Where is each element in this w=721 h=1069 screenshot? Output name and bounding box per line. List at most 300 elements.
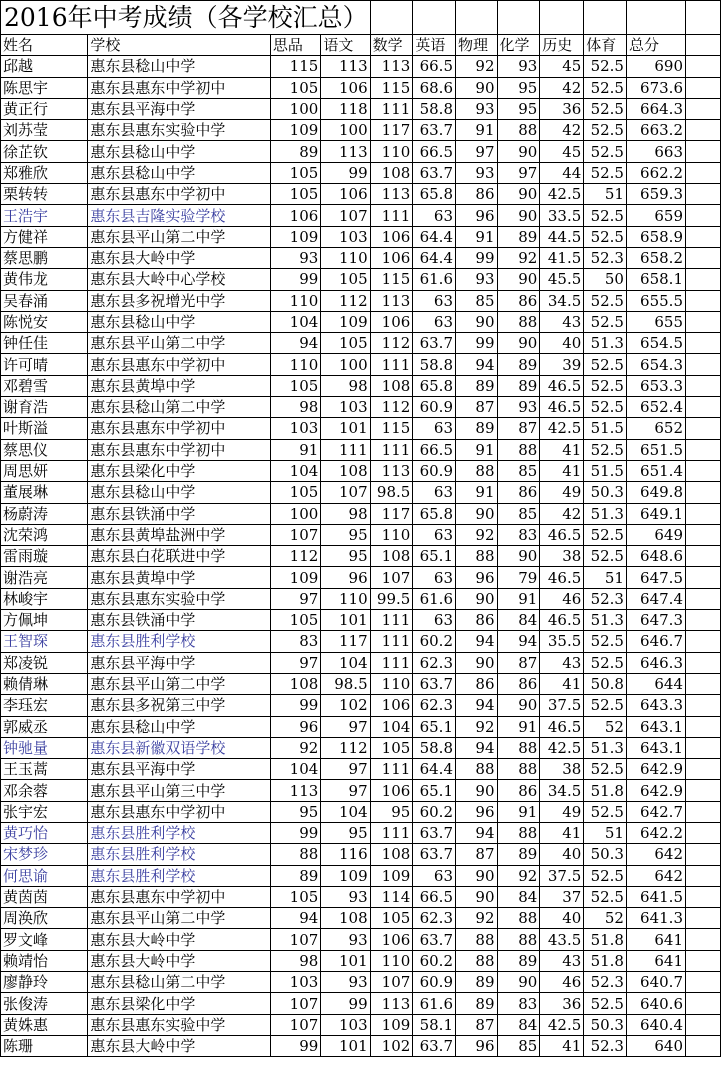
score-cell[interactable]: 115 <box>370 418 413 439</box>
student-name-cell[interactable]: 王浩宇 <box>1 205 88 226</box>
score-cell[interactable]: 95 <box>370 801 413 822</box>
score-cell[interactable]: 662.2 <box>626 162 685 183</box>
student-name-cell[interactable]: 郑雅欣 <box>1 162 88 183</box>
cell[interactable] <box>686 460 721 481</box>
score-cell[interactable]: 643.1 <box>626 737 685 758</box>
score-cell[interactable]: 51 <box>584 822 627 843</box>
cell[interactable] <box>686 162 721 183</box>
score-cell[interactable]: 87 <box>456 397 498 418</box>
score-cell[interactable]: 49 <box>540 801 584 822</box>
score-cell[interactable]: 89 <box>497 950 540 971</box>
school-cell[interactable]: 惠东县黄埠盐洲中学 <box>88 524 271 545</box>
score-cell[interactable]: 113 <box>370 993 413 1014</box>
score-cell[interactable]: 109 <box>370 1014 413 1035</box>
score-cell[interactable]: 51.3 <box>584 333 627 354</box>
school-cell[interactable]: 惠东县铁涌中学 <box>88 610 271 631</box>
score-cell[interactable]: 92 <box>456 716 498 737</box>
student-name-cell[interactable]: 黄正行 <box>1 98 88 119</box>
score-cell[interactable]: 651.4 <box>626 460 685 481</box>
header-school[interactable]: 学校 <box>88 35 271 56</box>
score-cell[interactable]: 100 <box>321 120 370 141</box>
score-cell[interactable]: 99.5 <box>370 588 413 609</box>
score-cell[interactable]: 643.3 <box>626 695 685 716</box>
score-cell[interactable]: 111 <box>370 822 413 843</box>
score-cell[interactable]: 94 <box>456 737 498 758</box>
student-name-cell[interactable]: 邓碧雪 <box>1 375 88 396</box>
score-cell[interactable]: 642.2 <box>626 822 685 843</box>
score-cell[interactable]: 108 <box>370 162 413 183</box>
score-cell[interactable]: 654.5 <box>626 333 685 354</box>
school-cell[interactable]: 惠东县大岭中学 <box>88 950 271 971</box>
score-cell[interactable]: 652.4 <box>626 397 685 418</box>
cell[interactable] <box>686 269 721 290</box>
school-cell[interactable]: 惠东县稔山中学 <box>88 482 271 503</box>
score-cell[interactable]: 103 <box>270 418 320 439</box>
student-name-cell[interactable]: 王玉蒿 <box>1 759 88 780</box>
score-cell[interactable]: 105 <box>321 333 370 354</box>
score-cell[interactable]: 88 <box>497 908 540 929</box>
score-cell[interactable]: 642 <box>626 844 685 865</box>
cell[interactable] <box>686 503 721 524</box>
score-cell[interactable]: 95 <box>321 822 370 843</box>
cell[interactable] <box>686 418 721 439</box>
score-cell[interactable]: 105 <box>270 375 320 396</box>
score-cell[interactable]: 50.3 <box>584 1014 627 1035</box>
score-cell[interactable]: 58.8 <box>413 737 456 758</box>
cell[interactable] <box>686 98 721 119</box>
score-cell[interactable]: 103 <box>321 226 370 247</box>
score-cell[interactable]: 79 <box>497 567 540 588</box>
score-cell[interactable]: 60.9 <box>413 460 456 481</box>
score-cell[interactable]: 99 <box>456 247 498 268</box>
score-cell[interactable]: 91 <box>456 439 498 460</box>
score-cell[interactable]: 649 <box>626 524 685 545</box>
school-cell[interactable]: 惠东县胜利学校 <box>88 822 271 843</box>
score-cell[interactable]: 110 <box>321 247 370 268</box>
cell[interactable] <box>686 737 721 758</box>
score-cell[interactable]: 93 <box>497 56 540 77</box>
student-name-cell[interactable]: 黄伟龙 <box>1 269 88 290</box>
score-cell[interactable]: 99 <box>321 162 370 183</box>
score-cell[interactable]: 111 <box>370 631 413 652</box>
score-cell[interactable]: 642 <box>626 865 685 886</box>
score-cell[interactable]: 99 <box>321 993 370 1014</box>
score-cell[interactable]: 110 <box>370 673 413 694</box>
score-cell[interactable]: 105 <box>370 737 413 758</box>
score-cell[interactable]: 52.5 <box>584 759 627 780</box>
score-cell[interactable]: 52.5 <box>584 397 627 418</box>
student-name-cell[interactable]: 徐芷钦 <box>1 141 88 162</box>
score-cell[interactable]: 88 <box>497 822 540 843</box>
score-cell[interactable]: 84 <box>497 886 540 907</box>
school-cell[interactable]: 惠东县多祝第三中学 <box>88 695 271 716</box>
score-cell[interactable]: 61.6 <box>413 588 456 609</box>
score-cell[interactable]: 92 <box>456 56 498 77</box>
cell[interactable] <box>686 822 721 843</box>
score-cell[interactable]: 107 <box>270 524 320 545</box>
score-cell[interactable]: 51.8 <box>584 950 627 971</box>
score-cell[interactable]: 103 <box>321 1014 370 1035</box>
score-cell[interactable]: 648.6 <box>626 546 685 567</box>
score-cell[interactable]: 89 <box>497 375 540 396</box>
score-cell[interactable]: 60.2 <box>413 631 456 652</box>
school-cell[interactable]: 惠东县稔山中学 <box>88 162 271 183</box>
school-cell[interactable]: 惠东县平海中学 <box>88 98 271 119</box>
score-cell[interactable]: 93 <box>321 972 370 993</box>
score-cell[interactable]: 52.5 <box>584 205 627 226</box>
score-cell[interactable]: 62.3 <box>413 908 456 929</box>
school-cell[interactable]: 惠东县黄埠中学 <box>88 567 271 588</box>
score-cell[interactable]: 91 <box>497 588 540 609</box>
school-cell[interactable]: 惠东县大岭中心学校 <box>88 269 271 290</box>
cell[interactable] <box>686 929 721 950</box>
score-cell[interactable]: 43 <box>540 652 584 673</box>
school-cell[interactable]: 惠东县新徽双语学校 <box>88 737 271 758</box>
cell[interactable] <box>686 950 721 971</box>
school-cell[interactable]: 惠东县平山第三中学 <box>88 780 271 801</box>
score-cell[interactable]: 46 <box>540 972 584 993</box>
score-cell[interactable]: 42 <box>540 503 584 524</box>
score-cell[interactable]: 640.4 <box>626 1014 685 1035</box>
score-cell[interactable]: 90 <box>497 184 540 205</box>
score-cell[interactable]: 112 <box>370 333 413 354</box>
score-cell[interactable]: 111 <box>370 98 413 119</box>
school-cell[interactable]: 惠东县平海中学 <box>88 759 271 780</box>
score-cell[interactable]: 111 <box>321 439 370 460</box>
student-name-cell[interactable]: 董展琳 <box>1 482 88 503</box>
school-cell[interactable]: 惠东县吉隆实验学校 <box>88 205 271 226</box>
score-cell[interactable]: 90 <box>456 780 498 801</box>
score-cell[interactable]: 91 <box>270 439 320 460</box>
score-cell[interactable]: 58.1 <box>413 1014 456 1035</box>
score-cell[interactable]: 46.5 <box>540 524 584 545</box>
score-cell[interactable]: 93 <box>497 397 540 418</box>
score-cell[interactable]: 655 <box>626 311 685 332</box>
cell[interactable] <box>686 141 721 162</box>
score-cell[interactable]: 106 <box>321 184 370 205</box>
score-cell[interactable]: 41 <box>540 673 584 694</box>
score-cell[interactable]: 97 <box>321 780 370 801</box>
score-cell[interactable]: 63 <box>413 610 456 631</box>
score-cell[interactable]: 89 <box>456 993 498 1014</box>
score-cell[interactable]: 60.2 <box>413 801 456 822</box>
student-name-cell[interactable]: 陈珊 <box>1 1035 88 1056</box>
score-cell[interactable]: 84 <box>497 610 540 631</box>
school-cell[interactable]: 惠东县稔山中学 <box>88 56 271 77</box>
score-cell[interactable]: 88 <box>270 844 320 865</box>
score-cell[interactable]: 66.5 <box>413 56 456 77</box>
score-cell[interactable]: 96 <box>456 801 498 822</box>
student-name-cell[interactable]: 周涣欣 <box>1 908 88 929</box>
score-cell[interactable]: 111 <box>370 652 413 673</box>
score-cell[interactable]: 97 <box>270 652 320 673</box>
school-cell[interactable]: 惠东县梁化中学 <box>88 993 271 1014</box>
score-cell[interactable]: 654.3 <box>626 354 685 375</box>
score-cell[interactable]: 89 <box>270 865 320 886</box>
score-cell[interactable]: 87 <box>497 652 540 673</box>
score-cell[interactable]: 63 <box>413 290 456 311</box>
score-cell[interactable]: 655.5 <box>626 290 685 311</box>
score-cell[interactable]: 98 <box>270 950 320 971</box>
cell[interactable] <box>686 1035 721 1056</box>
cell[interactable] <box>686 184 721 205</box>
score-cell[interactable]: 664.3 <box>626 98 685 119</box>
school-cell[interactable]: 惠东县稔山中学 <box>88 141 271 162</box>
header-total[interactable]: 总分 <box>626 35 685 56</box>
score-cell[interactable]: 104 <box>321 801 370 822</box>
student-name-cell[interactable]: 沈荣鸿 <box>1 524 88 545</box>
score-cell[interactable]: 37.5 <box>540 695 584 716</box>
score-cell[interactable]: 112 <box>370 397 413 418</box>
score-cell[interactable]: 117 <box>370 503 413 524</box>
cell[interactable] <box>686 311 721 332</box>
score-cell[interactable]: 52.3 <box>584 247 627 268</box>
score-cell[interactable]: 63 <box>413 567 456 588</box>
score-cell[interactable]: 107 <box>321 482 370 503</box>
score-cell[interactable]: 99 <box>270 269 320 290</box>
score-cell[interactable]: 89 <box>456 972 498 993</box>
score-cell[interactable]: 58.8 <box>413 98 456 119</box>
score-cell[interactable]: 52.5 <box>584 120 627 141</box>
score-cell[interactable]: 106 <box>370 311 413 332</box>
student-name-cell[interactable]: 何思谕 <box>1 865 88 886</box>
score-cell[interactable]: 118 <box>321 98 370 119</box>
score-cell[interactable]: 65.1 <box>413 780 456 801</box>
score-cell[interactable]: 88 <box>497 120 540 141</box>
score-cell[interactable]: 97 <box>270 588 320 609</box>
score-cell[interactable]: 52.5 <box>584 865 627 886</box>
score-cell[interactable]: 93 <box>456 269 498 290</box>
score-cell[interactable]: 35.5 <box>540 631 584 652</box>
score-cell[interactable]: 110 <box>370 524 413 545</box>
score-cell[interactable]: 106 <box>370 695 413 716</box>
student-name-cell[interactable]: 陈思宇 <box>1 77 88 98</box>
score-cell[interactable]: 104 <box>270 460 320 481</box>
score-cell[interactable]: 85 <box>497 460 540 481</box>
header-chemistry[interactable]: 化学 <box>497 35 540 56</box>
score-cell[interactable]: 46.5 <box>540 610 584 631</box>
cell[interactable] <box>626 1 685 35</box>
score-cell[interactable]: 86 <box>497 482 540 503</box>
student-name-cell[interactable]: 谢浩亮 <box>1 567 88 588</box>
cell[interactable] <box>686 247 721 268</box>
score-cell[interactable]: 63 <box>413 311 456 332</box>
cell[interactable] <box>686 482 721 503</box>
score-cell[interactable]: 90 <box>497 141 540 162</box>
score-cell[interactable]: 92 <box>456 908 498 929</box>
score-cell[interactable]: 86 <box>456 610 498 631</box>
score-cell[interactable]: 92 <box>497 247 540 268</box>
score-cell[interactable]: 87 <box>456 1014 498 1035</box>
score-cell[interactable]: 89 <box>497 844 540 865</box>
score-cell[interactable]: 107 <box>370 972 413 993</box>
score-cell[interactable]: 99 <box>270 822 320 843</box>
score-cell[interactable]: 42 <box>540 120 584 141</box>
score-cell[interactable]: 91 <box>497 716 540 737</box>
score-cell[interactable]: 37.5 <box>540 865 584 886</box>
score-cell[interactable]: 51 <box>584 567 627 588</box>
score-cell[interactable]: 652 <box>626 418 685 439</box>
score-cell[interactable]: 90 <box>497 333 540 354</box>
score-cell[interactable]: 51.8 <box>584 780 627 801</box>
score-cell[interactable]: 52.5 <box>584 226 627 247</box>
score-cell[interactable]: 101 <box>321 950 370 971</box>
student-name-cell[interactable]: 李珏宏 <box>1 695 88 716</box>
cell[interactable] <box>413 1 456 35</box>
score-cell[interactable]: 107 <box>270 1014 320 1035</box>
score-cell[interactable]: 113 <box>370 56 413 77</box>
cell[interactable] <box>686 993 721 1014</box>
score-cell[interactable]: 88 <box>456 759 498 780</box>
header-physics[interactable]: 物理 <box>456 35 498 56</box>
score-cell[interactable]: 110 <box>270 290 320 311</box>
school-cell[interactable]: 惠东县惠东中学初中 <box>88 184 271 205</box>
score-cell[interactable]: 108 <box>270 673 320 694</box>
score-cell[interactable]: 107 <box>321 205 370 226</box>
score-cell[interactable]: 90 <box>456 311 498 332</box>
score-cell[interactable]: 52.5 <box>584 98 627 119</box>
score-cell[interactable]: 88 <box>497 759 540 780</box>
score-cell[interactable]: 66.5 <box>413 141 456 162</box>
score-cell[interactable]: 52.5 <box>584 56 627 77</box>
score-cell[interactable]: 106 <box>370 929 413 950</box>
score-cell[interactable]: 91 <box>497 801 540 822</box>
cell[interactable] <box>370 1 413 35</box>
score-cell[interactable]: 98 <box>321 503 370 524</box>
score-cell[interactable]: 96 <box>456 567 498 588</box>
sheet-title[interactable]: 2016年中考成绩（各学校汇总） <box>1 1 371 35</box>
header-history[interactable]: 历史 <box>540 35 584 56</box>
school-cell[interactable]: 惠东县胜利学校 <box>88 844 271 865</box>
score-cell[interactable]: 63 <box>413 418 456 439</box>
score-cell[interactable]: 663.2 <box>626 120 685 141</box>
cell[interactable] <box>686 1014 721 1035</box>
student-name-cell[interactable]: 许可晴 <box>1 354 88 375</box>
score-cell[interactable]: 51.5 <box>584 460 627 481</box>
score-cell[interactable]: 115 <box>370 269 413 290</box>
score-cell[interactable]: 52.3 <box>584 972 627 993</box>
score-cell[interactable]: 658.9 <box>626 226 685 247</box>
cell[interactable] <box>686 226 721 247</box>
student-name-cell[interactable]: 周思妍 <box>1 460 88 481</box>
score-cell[interactable]: 96 <box>456 205 498 226</box>
student-name-cell[interactable]: 宋梦珍 <box>1 844 88 865</box>
score-cell[interactable]: 63.7 <box>413 1035 456 1056</box>
score-cell[interactable]: 34.5 <box>540 290 584 311</box>
cell[interactable] <box>686 716 721 737</box>
score-cell[interactable]: 41 <box>540 822 584 843</box>
score-cell[interactable]: 89 <box>497 354 540 375</box>
school-cell[interactable]: 惠东县惠东中学初中 <box>88 439 271 460</box>
score-cell[interactable]: 97 <box>321 716 370 737</box>
student-name-cell[interactable]: 叶斯溢 <box>1 418 88 439</box>
school-cell[interactable]: 惠东县稔山第二中学 <box>88 397 271 418</box>
score-cell[interactable]: 52.5 <box>584 524 627 545</box>
score-cell[interactable]: 52.5 <box>584 631 627 652</box>
score-cell[interactable]: 83 <box>497 993 540 1014</box>
score-cell[interactable]: 653.3 <box>626 375 685 396</box>
score-cell[interactable]: 640.6 <box>626 993 685 1014</box>
cell[interactable] <box>686 546 721 567</box>
score-cell[interactable]: 90 <box>497 269 540 290</box>
school-cell[interactable]: 惠东县胜利学校 <box>88 865 271 886</box>
score-cell[interactable]: 52.5 <box>584 993 627 1014</box>
score-cell[interactable]: 60.2 <box>413 950 456 971</box>
score-cell[interactable]: 649.8 <box>626 482 685 503</box>
score-cell[interactable]: 113 <box>370 290 413 311</box>
score-cell[interactable]: 52 <box>584 908 627 929</box>
score-cell[interactable]: 673.6 <box>626 77 685 98</box>
score-cell[interactable]: 85 <box>497 503 540 524</box>
score-cell[interactable]: 90 <box>456 77 498 98</box>
score-cell[interactable]: 115 <box>370 77 413 98</box>
school-cell[interactable]: 惠东县惠东实验中学 <box>88 120 271 141</box>
school-cell[interactable]: 惠东县平山第二中学 <box>88 333 271 354</box>
score-cell[interactable]: 87 <box>497 418 540 439</box>
score-cell[interactable]: 61.6 <box>413 269 456 290</box>
score-cell[interactable]: 105 <box>270 77 320 98</box>
score-cell[interactable]: 89 <box>456 418 498 439</box>
score-cell[interactable]: 86 <box>456 673 498 694</box>
score-cell[interactable]: 109 <box>270 567 320 588</box>
score-cell[interactable]: 116 <box>321 844 370 865</box>
score-cell[interactable]: 94 <box>270 908 320 929</box>
score-cell[interactable]: 93 <box>456 98 498 119</box>
score-cell[interactable]: 109 <box>370 865 413 886</box>
score-cell[interactable]: 114 <box>370 886 413 907</box>
score-cell[interactable]: 103 <box>270 972 320 993</box>
score-cell[interactable]: 51.3 <box>584 610 627 631</box>
header-math[interactable]: 数学 <box>370 35 413 56</box>
cell[interactable] <box>686 56 721 77</box>
score-cell[interactable]: 90 <box>456 652 498 673</box>
cell[interactable] <box>686 524 721 545</box>
score-cell[interactable]: 63.7 <box>413 333 456 354</box>
student-name-cell[interactable]: 杨蔚涛 <box>1 503 88 524</box>
score-cell[interactable]: 92 <box>270 737 320 758</box>
cell[interactable] <box>584 1 627 35</box>
score-cell[interactable]: 68.6 <box>413 77 456 98</box>
school-cell[interactable]: 惠东县惠东实验中学 <box>88 1014 271 1035</box>
score-cell[interactable]: 100 <box>270 98 320 119</box>
school-cell[interactable]: 惠东县白花联进中学 <box>88 546 271 567</box>
school-cell[interactable]: 惠东县黄埠中学 <box>88 375 271 396</box>
cell[interactable] <box>686 120 721 141</box>
score-cell[interactable]: 89 <box>497 226 540 247</box>
score-cell[interactable]: 641 <box>626 929 685 950</box>
student-name-cell[interactable]: 张俊涛 <box>1 993 88 1014</box>
score-cell[interactable]: 63.7 <box>413 844 456 865</box>
school-cell[interactable]: 惠东县多祝增光中学 <box>88 290 271 311</box>
score-cell[interactable]: 93 <box>456 162 498 183</box>
score-cell[interactable]: 42 <box>540 77 584 98</box>
score-cell[interactable]: 111 <box>370 439 413 460</box>
cell[interactable] <box>686 205 721 226</box>
score-cell[interactable]: 113 <box>370 184 413 205</box>
score-cell[interactable]: 52.5 <box>584 311 627 332</box>
score-cell[interactable]: 52.5 <box>584 546 627 567</box>
score-cell[interactable]: 45.5 <box>540 269 584 290</box>
student-name-cell[interactable]: 黄巧怡 <box>1 822 88 843</box>
score-cell[interactable]: 44.5 <box>540 226 584 247</box>
header-chinese[interactable]: 语文 <box>321 35 370 56</box>
student-name-cell[interactable]: 蔡思鹏 <box>1 247 88 268</box>
score-cell[interactable]: 42.5 <box>540 418 584 439</box>
score-cell[interactable]: 88 <box>497 439 540 460</box>
score-cell[interactable]: 50.3 <box>584 844 627 865</box>
school-cell[interactable]: 惠东县大岭中学 <box>88 929 271 950</box>
score-cell[interactable]: 52.5 <box>584 375 627 396</box>
